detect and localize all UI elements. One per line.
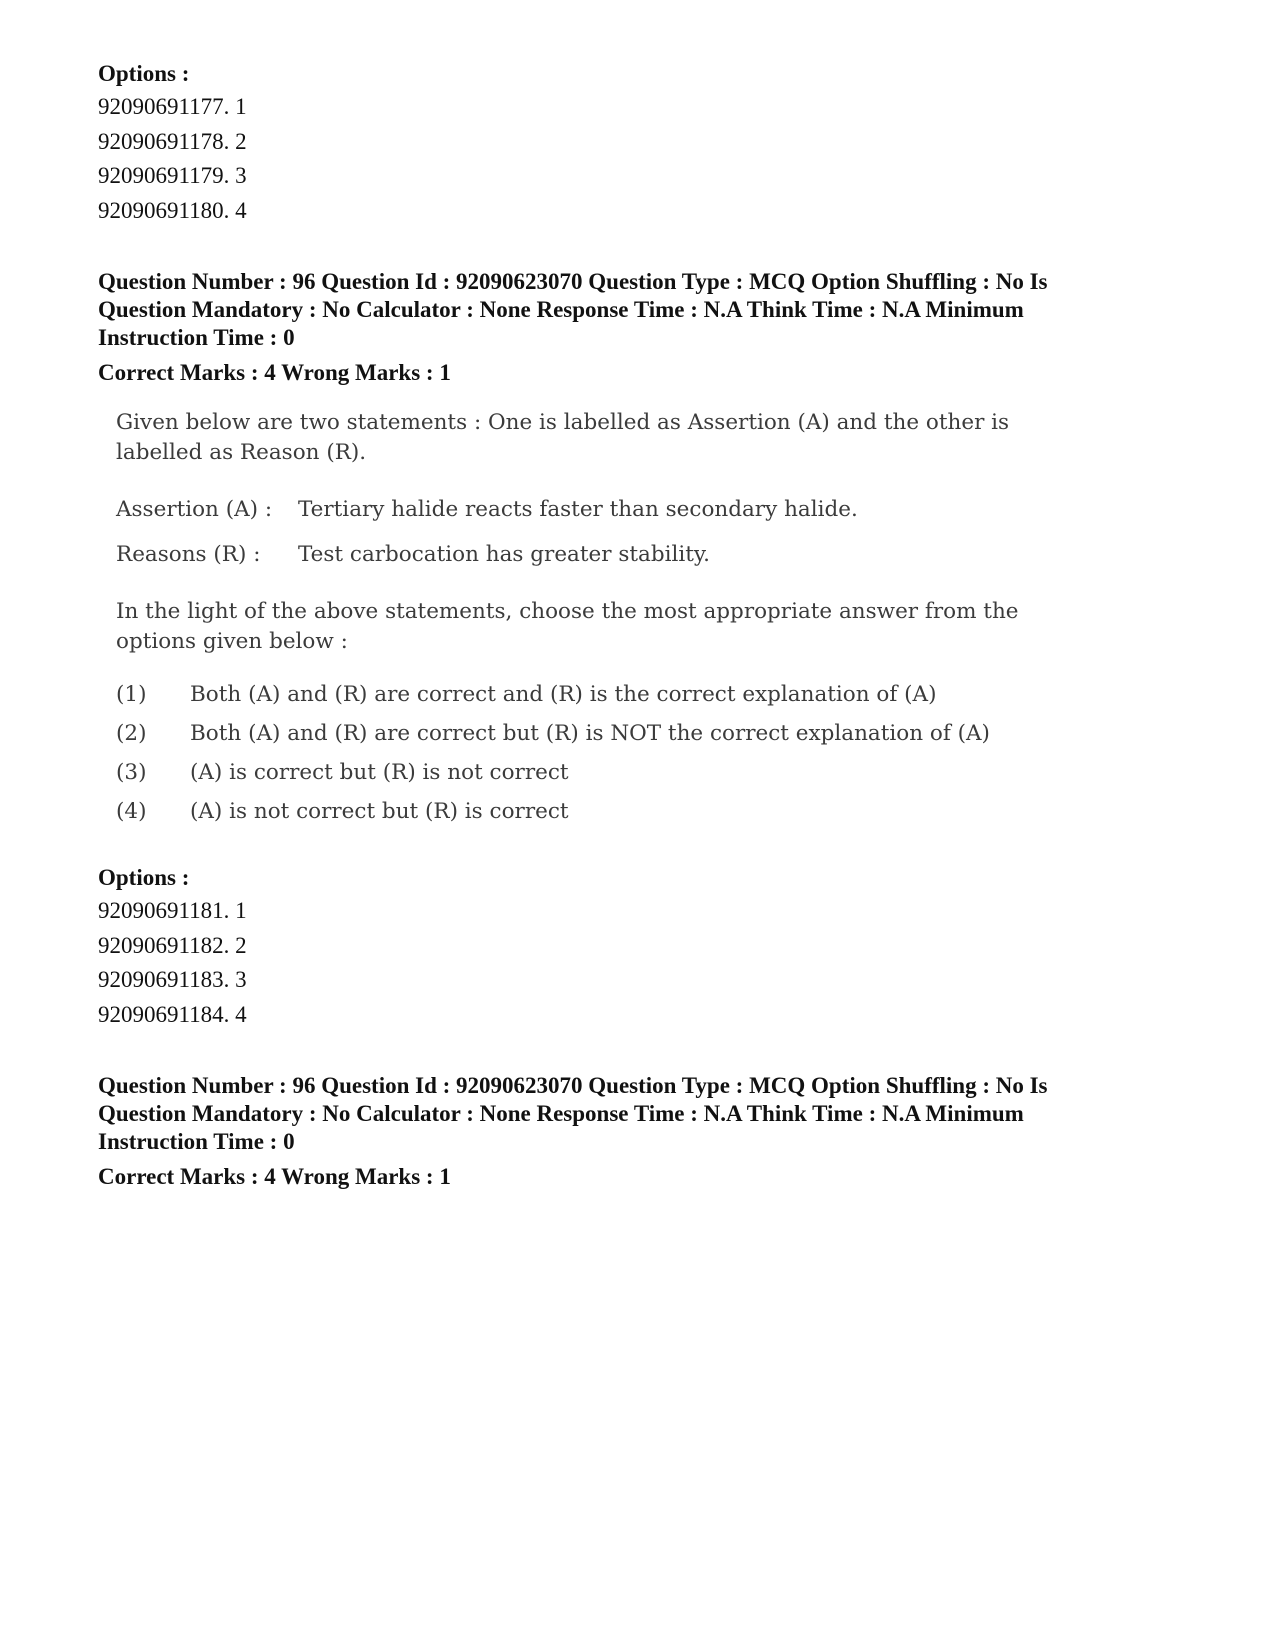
option-id-line: 92090691181. 1 [98, 898, 247, 923]
choice-text: (A) is not correct but (R) is correct [190, 799, 569, 824]
choice-text: (A) is correct but (R) is not correct [190, 760, 569, 785]
question-header-line: Question Number : 96 Question Id : 92090623070 Question Type : MCQ Option Shuffling : No Is [98, 1073, 1048, 1098]
reason-label: Reasons (R) : [116, 542, 261, 567]
answer-choice [116, 798, 1066, 826]
reason-text: Test carbocation has greater stability. [298, 542, 710, 567]
answer-choices [116, 681, 1066, 826]
next-question-section [98, 1072, 1188, 1192]
answer-choice [116, 759, 1066, 787]
question-marks: Correct Marks : 4 Wrong Marks : 1 [98, 1164, 451, 1189]
question-intro-line: Given below are two statements : One is labelled as Assertion (A) and the other is [116, 410, 1010, 435]
options-title: Options : [98, 61, 190, 86]
question-section [98, 268, 1188, 1032]
option-id-line: 92090691179. 3 [98, 163, 247, 188]
question-header-line: Instruction Time : 0 [98, 325, 295, 350]
answer-choice [116, 720, 1066, 748]
answer-choice [116, 681, 1066, 709]
reason-row [116, 540, 1066, 570]
document-page [98, 58, 1188, 1192]
option-id-line: 92090691180. 4 [98, 197, 247, 223]
choice-number: (3) [116, 760, 147, 785]
question-marks: Correct Marks : 4 Wrong Marks : 1 [98, 360, 451, 385]
choice-number: (4) [116, 799, 147, 824]
previous-options-section [98, 58, 1188, 228]
assertion-row [116, 495, 1066, 525]
option-id-line: 92090691178. 2 [98, 128, 247, 154]
option-id-line: 92090691184. 4 [98, 1001, 247, 1027]
question-intro-line: labelled as Reason (R). [116, 440, 367, 465]
question-header-line: Question Mandatory : No Calculator : None Response Time : N.A Think Time : N.A Minimum [98, 297, 1024, 322]
question-header-line: Question Mandatory : No Calculator : None Response Time : N.A Think Time : N.A Minimum [98, 1101, 1024, 1126]
question-options-section [98, 862, 1188, 1032]
question-instruction [116, 597, 1066, 657]
choice-number: (1) [116, 682, 147, 707]
instruction-line: In the light of the above statements, choose the most appropriate answer from the [116, 599, 1019, 624]
options-title: Options : [98, 865, 190, 890]
instruction-line: options given below : [116, 629, 348, 654]
option-id-line: 92090691177. 1 [98, 94, 247, 119]
assertion-label: Assertion (A) : [116, 497, 273, 522]
option-id-line: 92090691182. 2 [98, 932, 247, 958]
question-body [116, 408, 1066, 826]
question-header-line: Instruction Time : 0 [98, 1129, 295, 1154]
question-header-line: Question Number : 96 Question Id : 92090623070 Question Type : MCQ Option Shuffling : No Is [98, 269, 1048, 294]
choice-number: (2) [116, 721, 147, 746]
assertion-text: Tertiary halide reacts faster than secondary halide. [298, 497, 858, 522]
option-id-line: 92090691183. 3 [98, 967, 247, 992]
choice-text: Both (A) and (R) are correct but (R) is NOT the correct explanation of (A) [190, 721, 990, 746]
choice-text: Both (A) and (R) are correct and (R) is the correct explanation of (A) [190, 682, 937, 707]
